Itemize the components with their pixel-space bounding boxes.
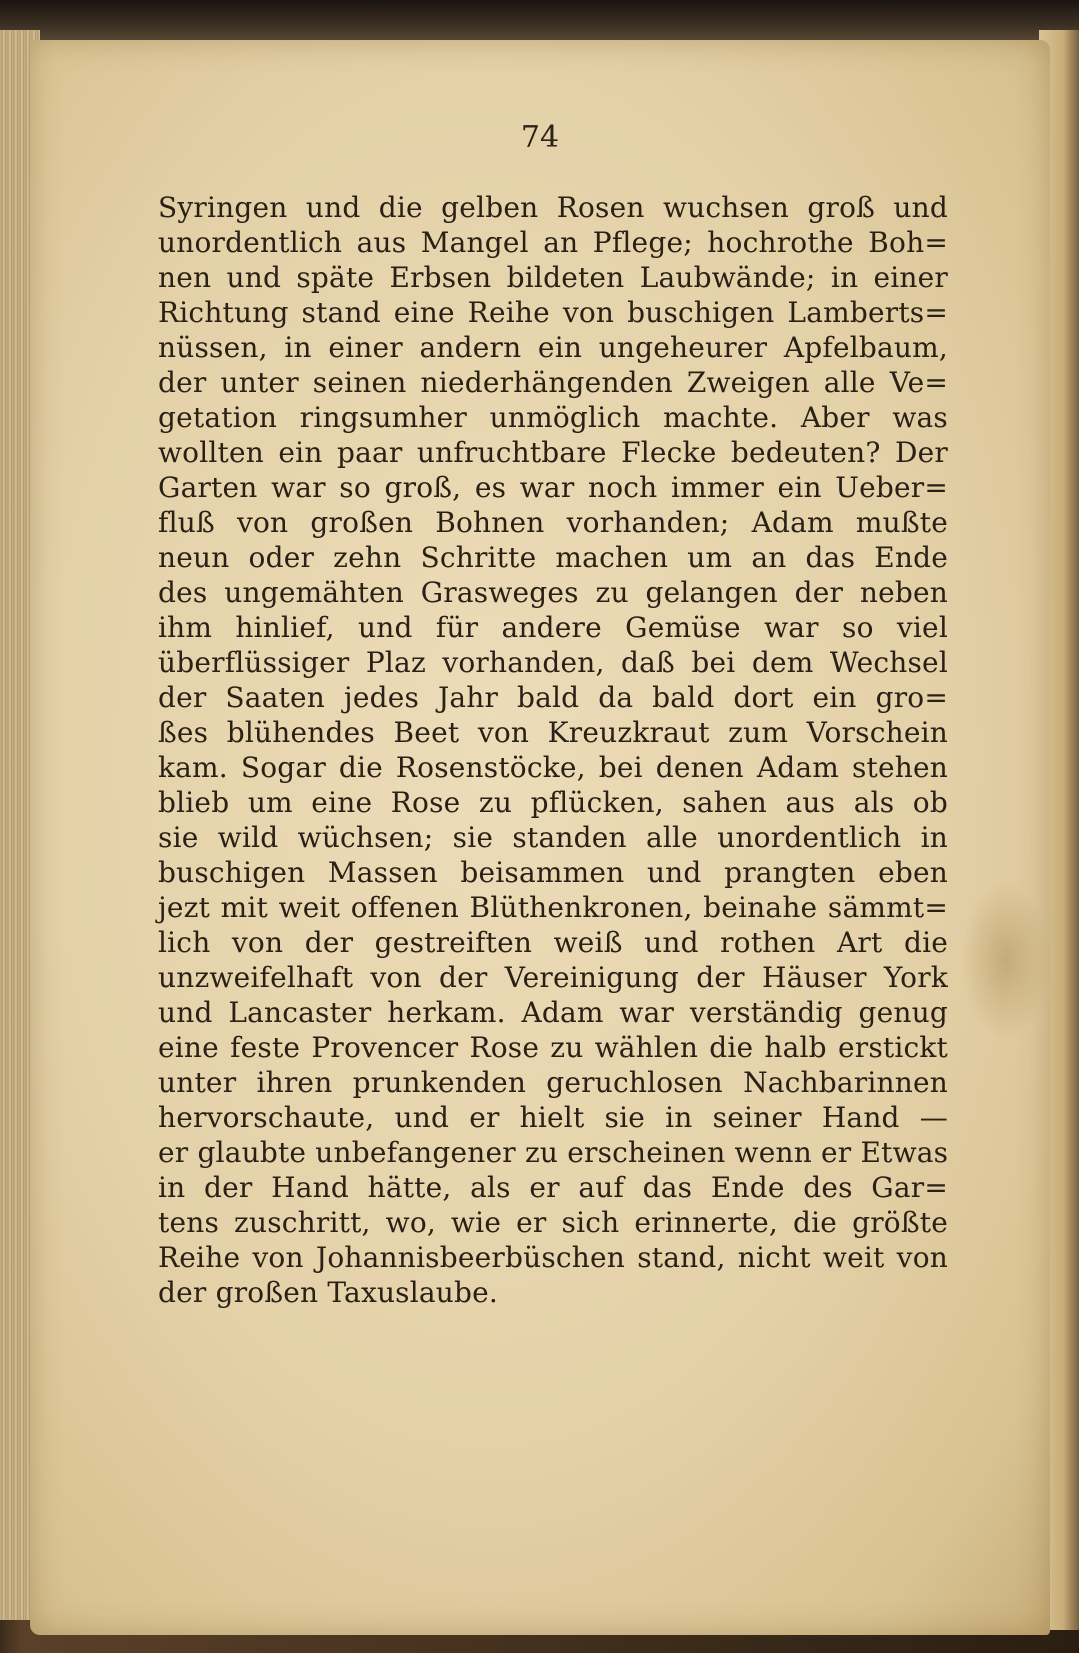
text-line: der großen Taxuslaube.: [158, 1276, 499, 1309]
text-line: der unter seinen niederhängenden Zweigen alle Ve=: [158, 366, 948, 399]
page-number: 74: [520, 120, 560, 155]
text-line: ßes blühendes Beet von Kreuzkraut zum Vorschein: [158, 716, 948, 749]
body-text: [158, 190, 948, 1310]
text-line: fluß von großen Bohnen vorhanden; Adam mußte: [158, 506, 948, 539]
text-line: Garten war so groß, es war noch immer ein Ueber=: [158, 471, 948, 504]
text-line: und Lancaster herkam. Adam war verständig genug: [158, 996, 948, 1029]
text-line: tens zuschritt, wo, wie er sich erinnerte, die größte: [158, 1206, 948, 1239]
text-line: unordentlich aus Mangel an Pflege; hochrothe Boh=: [158, 226, 948, 259]
text-line: neun oder zehn Schritte machen um an das Ende: [158, 541, 948, 574]
text-line: in der Hand hätte, als er auf das Ende des Gar=: [158, 1171, 948, 1204]
text-line: wollten ein paar unfruchtbare Flecke bedeuten? Der: [158, 436, 948, 469]
text-line: der Saaten jedes Jahr bald da bald dort ein gro=: [158, 681, 948, 714]
text-line: sie wild wüchsen; sie standen alle unordentlich in: [158, 821, 948, 854]
text-line: buschigen Massen beisammen und prangten eben: [158, 856, 948, 889]
text-line: Reihe von Johannisbeerbüschen stand, nicht weit von: [158, 1241, 948, 1274]
text-line: nen und späte Erbsen bildeten Laubwände; in einer: [158, 261, 948, 294]
text-line: kam. Sogar die Rosenstöcke, bei denen Adam stehen: [158, 751, 948, 784]
text-line: hervorschaute, und er hielt sie in seiner Hand —: [158, 1101, 948, 1134]
text-line: nüssen, in einer andern ein ungeheurer Apfelbaum,: [158, 331, 948, 364]
text-line: jezt mit weit offenen Blüthenkronen, beinahe sämmt=: [158, 891, 948, 924]
text-line: getation ringsumher unmöglich machte. Aber was: [158, 401, 948, 434]
text-line: er glaubte unbefangener zu erscheinen wenn er Etwas: [158, 1136, 949, 1169]
text-line: blieb um eine Rose zu pflücken, sahen aus als ob: [158, 786, 948, 819]
text-line: überflüssiger Plaz vorhanden, daß bei dem Wechsel: [158, 646, 948, 679]
text-line: unter ihren prunkenden geruchlosen Nachbarinnen: [158, 1066, 948, 1099]
text-line: Richtung stand eine Reihe von buschigen Lamberts=: [158, 296, 948, 329]
text-line: eine feste Provencer Rose zu wählen die halb erstickt: [158, 1031, 948, 1064]
text-line: Syringen und die gelben Rosen wuchsen groß und: [158, 191, 948, 224]
text-line: des ungemähten Grasweges zu gelangen der neben: [158, 576, 948, 609]
paper-stain: [961, 880, 1051, 1040]
text-line: unzweifelhaft von der Vereinigung der Häuser York: [158, 961, 948, 994]
text-line: lich von der gestreiften weiß und rothen Art die: [158, 926, 948, 959]
text-line: ihm hinlief, und für andere Gemüse war so viel: [158, 611, 948, 644]
book-binding: [0, 0, 1079, 42]
